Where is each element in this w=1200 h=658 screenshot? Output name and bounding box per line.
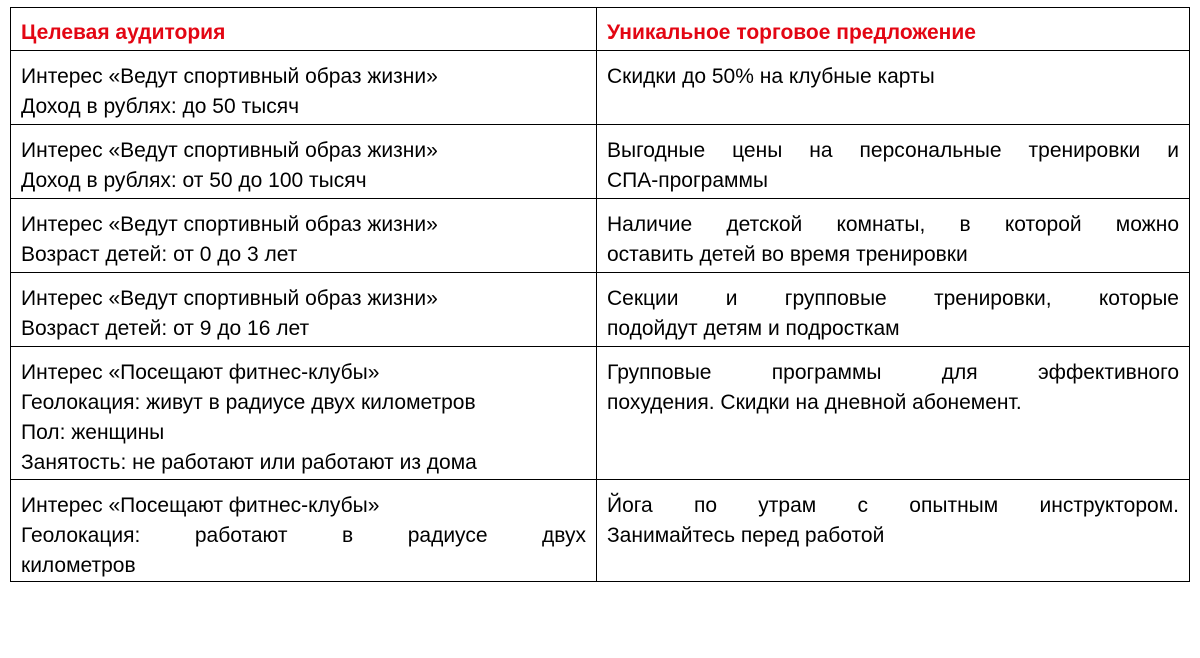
usp-cell [597, 347, 1190, 480]
usp-cell [597, 51, 1190, 125]
usp-line: Групповые программы для эффективного [607, 361, 1179, 384]
audience-line: Занятость: не работают или работают из дома [21, 451, 477, 474]
audience-line: Возраст детей: от 0 до 3 лет [21, 243, 298, 266]
usp-line: СПА-программы [607, 169, 768, 192]
audience-cell [11, 273, 597, 347]
usp-line: Занимайтесь перед работой [607, 524, 885, 547]
header-unique-selling-proposition: Уникальное торговое предложение [597, 8, 1190, 51]
audience-line: километров [21, 554, 136, 577]
audience-cell [11, 51, 597, 125]
table-row [11, 51, 1190, 125]
usp-cell [597, 273, 1190, 347]
usp-line: подойдут детям и подросткам [607, 317, 900, 340]
usp-cell [597, 480, 1190, 582]
audience-line: Интерес «Ведут спортивный образ жизни» [21, 65, 438, 88]
table-row [11, 480, 1190, 582]
audience-line: Возраст детей: от 9 до 16 лет [21, 317, 310, 340]
audience-line: Интерес «Ведут спортивный образ жизни» [21, 139, 438, 162]
table-row [11, 125, 1190, 199]
table-header-row [11, 8, 1190, 51]
usp-line: Наличие детской комнаты, в которой можно [607, 213, 1179, 236]
usp-line: Йога по утрам с опытным инструктором. [607, 494, 1179, 517]
audience-line: Пол: женщины [21, 421, 165, 444]
table-row [11, 347, 1190, 480]
audience-line: Интерес «Ведут спортивный образ жизни» [21, 213, 438, 236]
usp-line: Секции и групповые тренировки, которые [607, 287, 1179, 310]
table-row [11, 199, 1190, 273]
audience-cell [11, 199, 597, 273]
audience-line: Геолокация: живут в радиусе двух километров [21, 391, 476, 414]
usp-cell [597, 125, 1190, 199]
usp-line: похудения. Скидки на дневной абонемент. [607, 391, 1022, 414]
audience-cell [11, 480, 597, 582]
audience-line: Доход в рублях: до 50 тысяч [21, 95, 300, 118]
usp-cell [597, 199, 1190, 273]
usp-line: Скидки до 50% на клубные карты [607, 65, 935, 88]
header-target-audience: Целевая аудитория [11, 8, 597, 51]
audience-line: Интерес «Ведут спортивный образ жизни» [21, 287, 438, 310]
audience-line: Интерес «Посещают фитнес-клубы» [21, 361, 380, 384]
audience-cell [11, 125, 597, 199]
table-row [11, 273, 1190, 347]
audience-line: Доход в рублях: от 50 до 100 тысяч [21, 169, 367, 192]
audience-usp-table [10, 7, 1190, 582]
usp-line: оставить детей во время тренировки [607, 243, 968, 266]
audience-line: Интерес «Посещают фитнес-клубы» [21, 494, 380, 517]
usp-line: Выгодные цены на персональные тренировки и [607, 139, 1179, 162]
audience-cell [11, 347, 597, 480]
audience-line: Геолокация: работают в радиусе двух [21, 524, 586, 547]
